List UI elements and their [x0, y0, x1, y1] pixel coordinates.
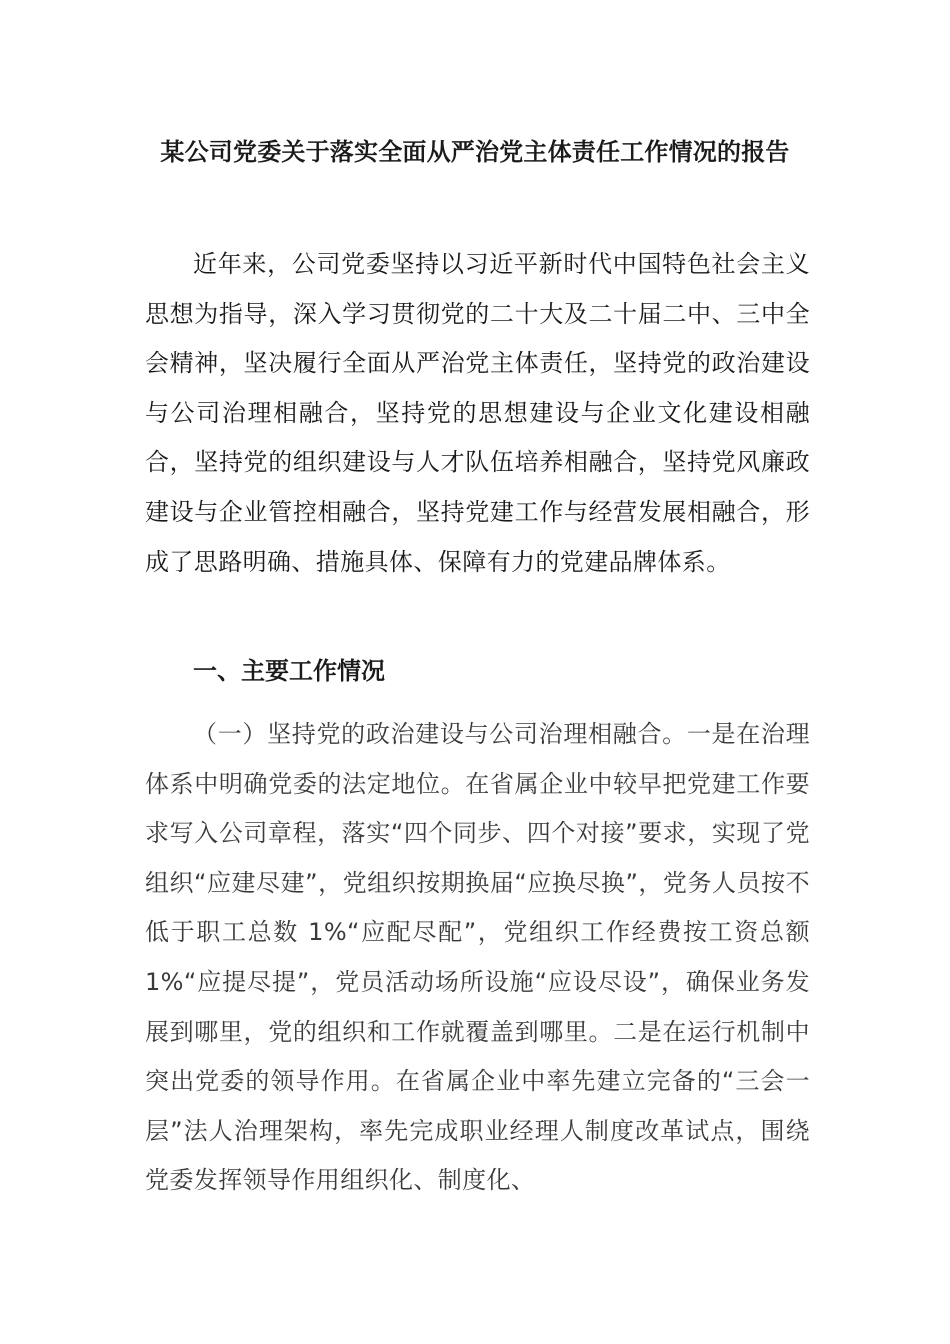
document-title: 某公司党委关于落实全面从严治党主体责任工作情况的报告	[160, 138, 790, 166]
section-paragraph: （一）坚持党的政治建设与公司治理相融合。一是在治理体系中明确党委的法定地位。在省属企业中较早把党建工作要求写入公司章程，落实“四个同步、四个对接”要求，实现了党组织“应建尽建”，党组织按期换届“应换尽换”，党务人员按不低于职工总数 1%“应配尽配”，党组织工作经费按工资总额 1%“应提尽提”，党员活动场所设施“应设尽设”，确保业务发展到哪里，党的组织和工作就覆盖到哪里。二是在运行机制中突出党委的领导作用。在省属企业中率先建立完备的“三会一层”法人治理架构，率先完成职业经理人制度改革试点，围绕党委发挥领导作用组织化、制度化、	[145, 720, 810, 1195]
section-heading: 一、主要工作情况	[193, 657, 385, 685]
intro-paragraph: 近年来，公司党委坚持以习近平新时代中国特色社会主义思想为指导，深入学习贯彻党的二十大及二十届二中、三中全会精神，坚决履行全面从严治党主体责任，坚持党的政治建设与公司治理相融合，坚持党的思想建设与企业文化建设相融合，坚持党的组织建设与人才队伍培养相融合，坚持党风廉政建设与企业管控相融合，坚持党建工作与经营发展相融合，形成了思路明确、措施具体、保障有力的党建品牌体系。	[145, 250, 810, 576]
